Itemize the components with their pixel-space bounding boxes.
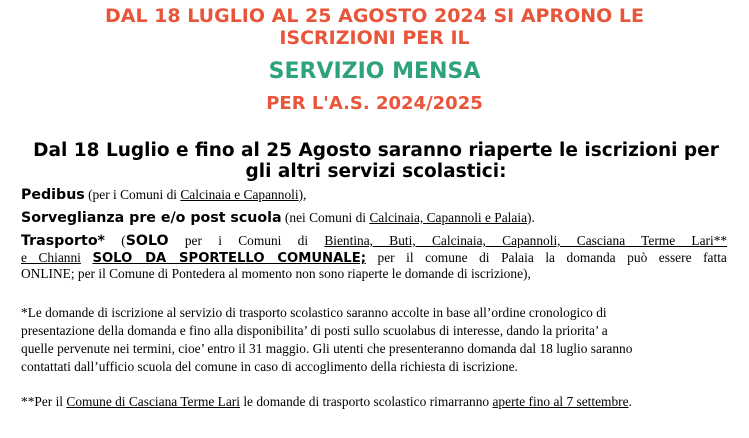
pedibus-pre: (per i Comuni di <box>84 187 181 202</box>
trasporto-palaia-text: per il comune di Palaia la domanda può essere fatta <box>365 250 727 265</box>
intro-heading <box>20 140 732 182</box>
footnote-line-3: quelle pervenute nei termini, cioe’ entro il 31 maggio. Gli utenti che presenteranno domanda dal 18 luglio saranno <box>21 341 633 356</box>
announcement-title-line-1: DAL 18 LUGLIO AL 25 AGOSTO 2024 SI APRONO LE <box>104 5 645 27</box>
trasporto-chianni-link[interactable]: e Chianni <box>21 250 81 265</box>
casciana-post: . <box>628 394 632 409</box>
trasporto-item-line-1 <box>21 233 727 249</box>
school-year-heading: PER L'A.S. 2024/2025 <box>266 93 483 114</box>
trasporto-item-line-2 <box>21 250 727 266</box>
service-name-heading: SERVIZIO MENSA <box>268 59 481 84</box>
footnote-line-2: presentazione della domanda e fino alla disponibilita’ di posti sullo scuolabus di interesse, dando la priorita’ a <box>21 323 608 338</box>
sorveglianza-pre: (nei Comuni di <box>281 210 370 225</box>
pedibus-label: Pedibus <box>21 187 85 203</box>
sorveglianza-comuni-link[interactable]: Calcinaia, Capannoli e Palaia <box>369 210 528 225</box>
trasporto-footnote <box>21 304 727 376</box>
pedibus-post: ), <box>298 187 307 202</box>
trasporto-label: Trasporto* <box>21 233 105 249</box>
casciana-comune-link[interactable]: Comune di Casciana Terme Lari <box>66 394 240 409</box>
pedibus-item <box>21 187 306 203</box>
trasporto-gap <box>81 250 93 265</box>
intro-line-1: Dal 18 Luglio e fino al 25 Agosto saranno riaperte le iscrizioni per <box>33 140 719 161</box>
footnote-line-4: contattati dall’ufficio scuola del comune in caso di accoglimento della richiesta di iscrizione. <box>21 359 518 374</box>
trasporto-comuni-link[interactable]: Bientina, Buti, Calcinaia, Capannoli, Casciana Terme Lari** <box>324 233 728 248</box>
footnote-line-1: *Le domande di iscrizione al servizio di trasporto scolastico saranno accolte in base all’ordine cronologico di <box>21 305 607 320</box>
casciana-footnote <box>21 394 632 410</box>
sorveglianza-post: ). <box>527 210 535 225</box>
trasporto-sportello-note: SOLO DA SPORTELLO COMUNALE; <box>92 251 366 266</box>
sorveglianza-label: Sorveglianza pre e/o post scuola <box>21 210 282 226</box>
trasporto-solo: SOLO <box>125 233 169 249</box>
trasporto-item-line-3 <box>21 266 531 282</box>
casciana-pre: **Per il <box>21 394 67 409</box>
casciana-mid: le domande di trasporto scolastico rimarranno <box>239 394 493 409</box>
casciana-deadline-link[interactable]: aperte fino al 7 settembre <box>492 394 629 409</box>
sorveglianza-item <box>21 210 535 226</box>
announcement-title-line-2: ISCRIZIONI PER IL <box>279 27 470 49</box>
pedibus-comuni-link[interactable]: Calcinaia e Capannoli <box>180 187 299 202</box>
trasporto-online-text: ONLINE; per il Comune di Pontedera al momento non sono riaperte le domande di iscrizione), <box>21 266 531 281</box>
intro-line-2: gli altri servizi scolastici: <box>245 161 507 182</box>
trasporto-pre: ( <box>104 233 126 248</box>
trasporto-mid: per i Comuni di <box>168 233 325 248</box>
